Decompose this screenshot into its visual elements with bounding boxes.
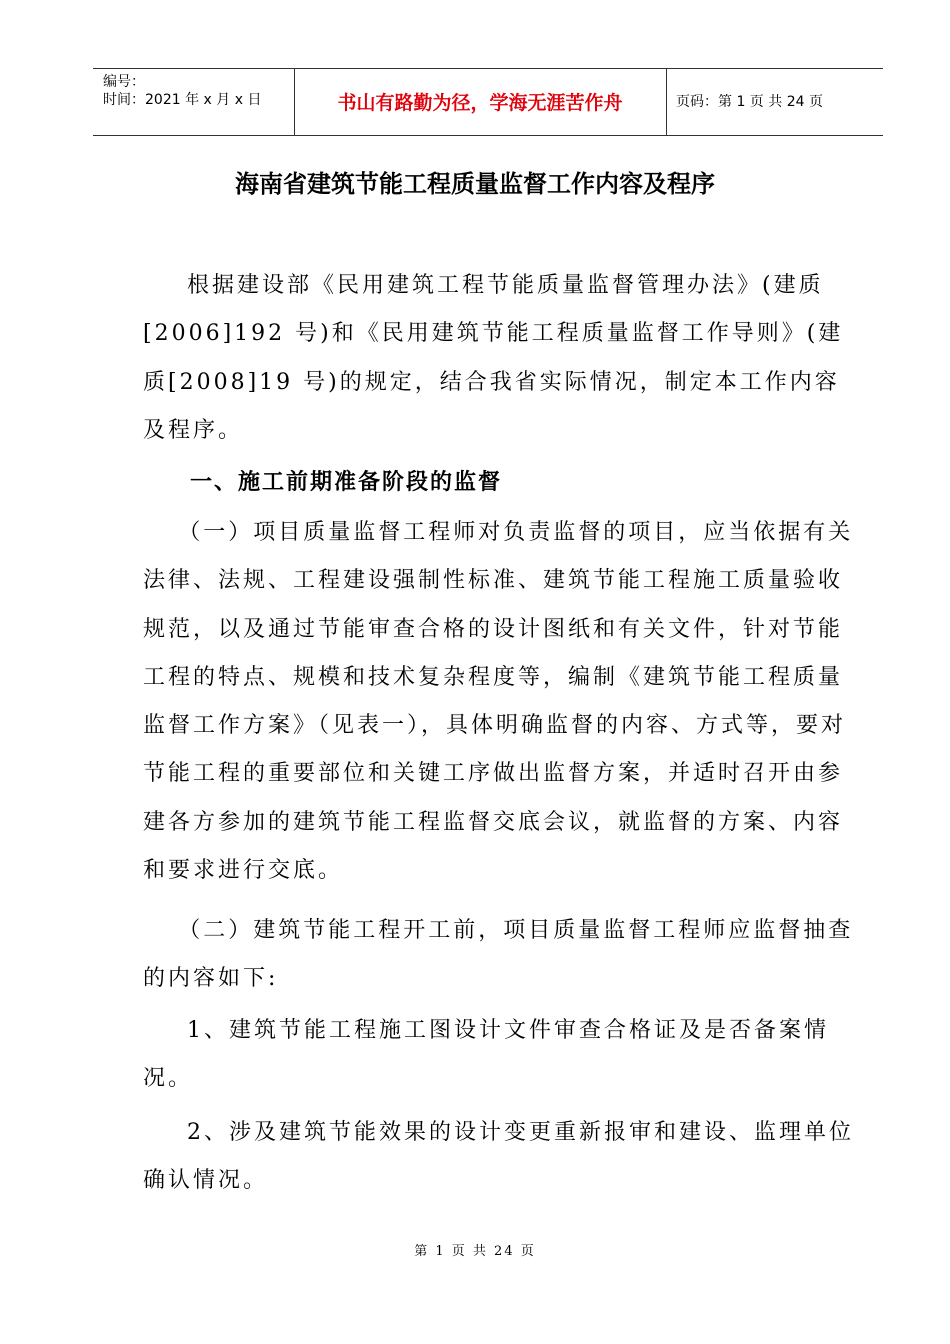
serial-number-label: 编号：	[103, 74, 145, 90]
point-1-paragraph: 1、建筑节能工程施工图设计文件审查合格证及是否备案情况。	[143, 1018, 829, 1092]
document-title: 海南省建筑节能工程质量监督工作内容及程序	[235, 169, 715, 198]
page-footer: 第 1 页 共 24 页	[414, 1244, 536, 1259]
document-header	[93, 68, 883, 136]
header-page-cell	[666, 69, 883, 135]
point-2-paragraph: 2、涉及建筑节能效果的设计变更重新报审和建设、监理单位确认情况。	[143, 1120, 854, 1194]
time-label: 时间：2021 年 x 月 x 日	[103, 92, 262, 108]
section-heading: 一、施工前期准备阶段的监督	[190, 469, 503, 495]
item-2-paragraph: （二）建筑节能工程开工前，项目质量监督工程师应监督抽查的内容如下:	[143, 918, 854, 992]
item-1-paragraph: （一）项目质量监督工程师对负责监督的项目，应当依据有关法律、法规、工程建设强制性标准、建筑节能工程施工质量验收规范，以及通过节能审查合格的设计图纸和有关文件，针对节能工程的特点、规模和技术复杂程度等，编制《建筑节能工程质量监督工作方案》（见表一），具体明确监督的内容、方式等，要对节能工程的重要部位和关键工序做出监督方案，并适时召开由参建各方参加的建筑节能工程监督交底会议，就监督的方案、内容和要求进行交底。	[143, 520, 854, 884]
header-page-info: 页码：第 1 页 共 24 页	[676, 94, 823, 110]
header-slogan-cell	[294, 69, 667, 135]
header-meta-cell	[93, 69, 295, 135]
intro-paragraph: 根据建设部《民用建筑工程节能质量监督管理办法》(建质[2006]192 号)和《民用建筑节能工程质量监督工作导则》(建质[2008]19 号)的规定，结合我省实际情况，制定本工作内容及程序。	[143, 273, 844, 443]
header-slogan: 书山有路勤为径，学海无涯苦作舟	[337, 92, 623, 114]
